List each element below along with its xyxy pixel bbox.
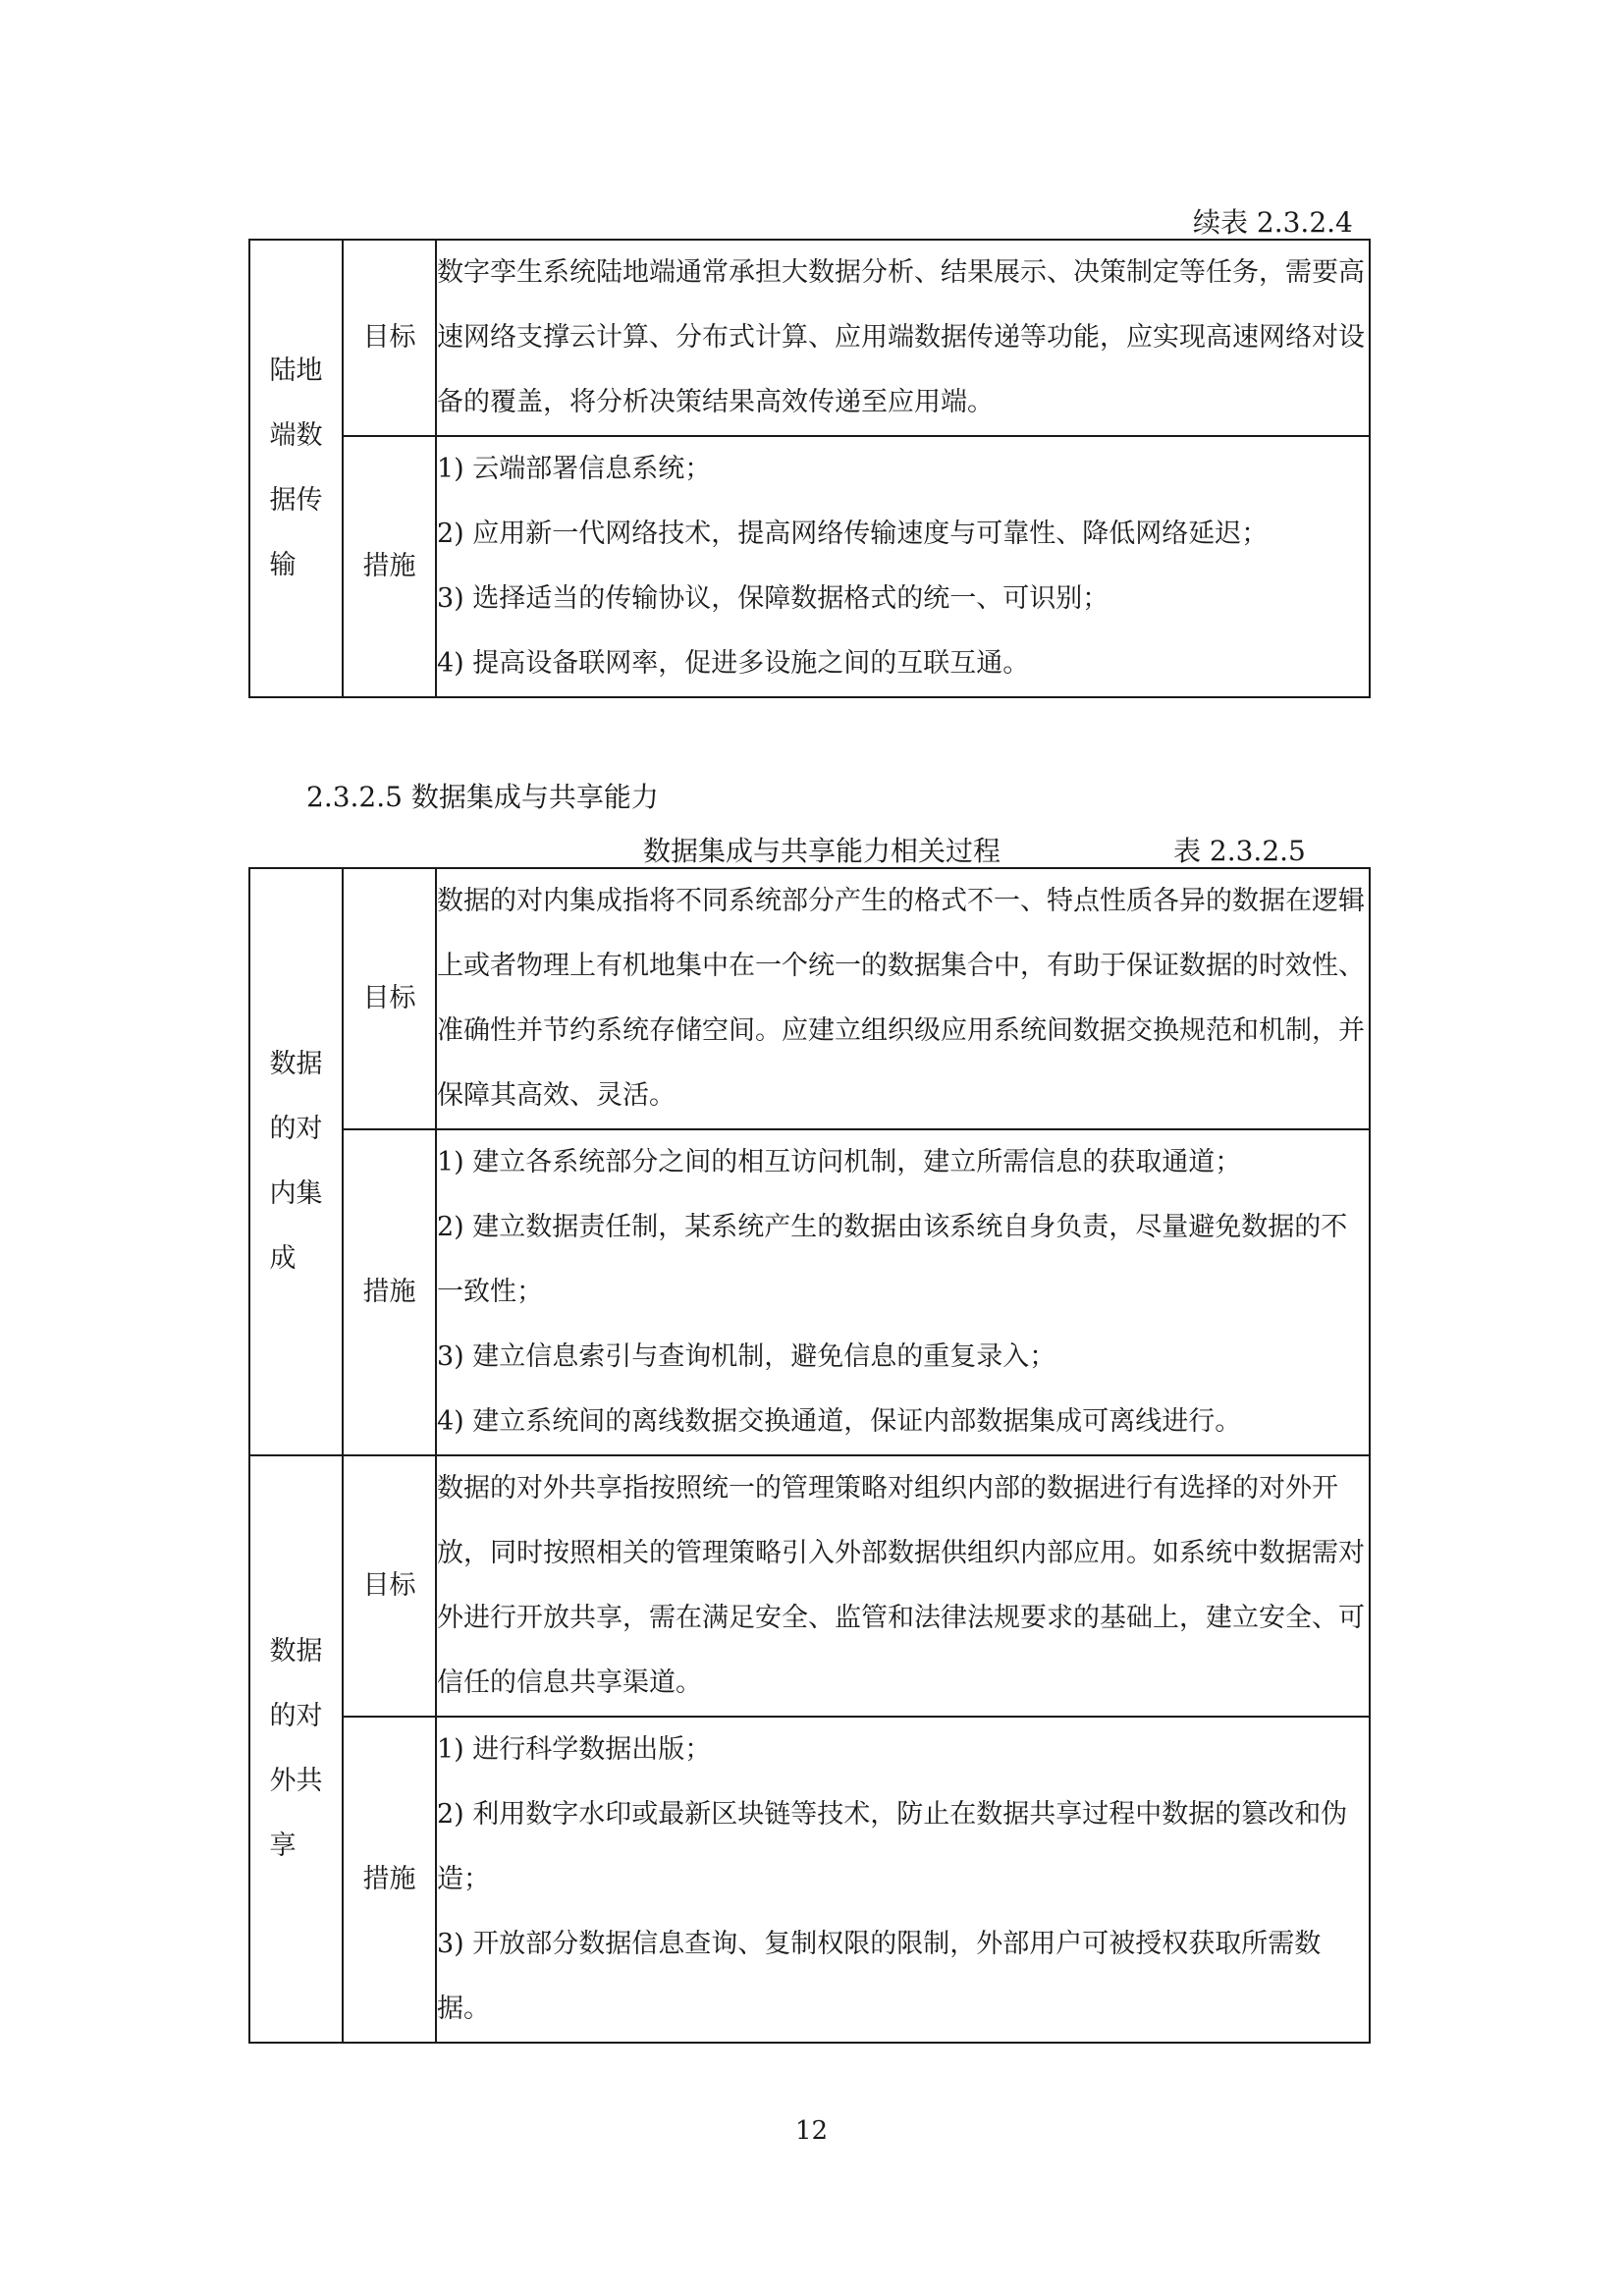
measure-item: 4) 建立系统间的离线数据交换通道，保证内部数据集成可离线进行。 [437,1406,1242,1437]
page-number: 12 [794,2116,829,2146]
goal-text-cell [436,1455,1370,1717]
measure-item: 1) 建立各系统部分之间的相互访问机制，建立所需信息的获取通道； [437,1147,1242,1177]
category-label: 陆地端数据传输 [269,355,323,580]
table-land-transmission [248,239,1371,698]
measures-cell [436,436,1370,697]
measures-label: 措施 [343,436,436,697]
goal-text: 数据的对外共享指按照统一的管理策略对组织内部的数据进行有选择的对外开放，同时按照相关的管理策略引入外部数据供组织内部应用。如系统中数据需对外进行开放共享，需在满足安全、监管和法律法规要求的基础上，建立安全、可信任的信息共享渠道。 [437,1473,1365,1698]
category-cell [249,868,343,1455]
goal-text-cell [436,240,1370,436]
section-heading: 2.3.2.5 数据集成与共享能力 [306,781,659,813]
goal-label: 目标 [343,868,436,1129]
table-row [249,868,1370,1129]
category-label: 数据的对外共享 [269,1636,323,1861]
measure-item: 3) 选择适当的传输协议，保障数据格式的统一、可识别； [437,583,1109,614]
measures-cell [436,1717,1370,2043]
table-row [249,436,1370,697]
measures-label: 措施 [343,1717,436,2043]
table-data-integration [248,867,1371,2044]
measure-item: 1) 进行科学数据出版； [437,1734,712,1765]
continued-table-label: 续表 2.3.2.4 [1193,206,1353,239]
table-row [249,1129,1370,1455]
table-row [249,240,1370,436]
category-cell [249,240,343,697]
category-cell [249,1455,343,2043]
measure-item: 2) 建立数据责任制，某系统产生的数据由该系统自身负责，尽量避免数据的不一致性； [437,1212,1348,1307]
table-row [249,1717,1370,2043]
goal-label: 目标 [343,240,436,436]
measure-item: 3) 建立信息索引与查询机制，避免信息的重复录入； [437,1341,1056,1372]
measure-item: 2) 应用新一代网络技术，提高网络传输速度与可靠性、降低网络延迟； [437,519,1269,549]
measure-item: 4) 提高设备联网率，促进多设施之间的互联互通。 [437,648,1030,679]
table-caption-title: 数据集成与共享能力相关过程 [643,835,1001,867]
table-caption-number: 表 2.3.2.5 [1173,835,1306,867]
goal-text-cell [436,868,1370,1129]
goal-label: 目标 [343,1455,436,1717]
measure-item: 2) 利用数字水印或最新区块链等技术，防止在数据共享过程中数据的篡改和伪造； [437,1799,1348,1894]
table-row [249,1455,1370,1717]
measures-cell [436,1129,1370,1455]
category-label: 数据的对内集成 [269,1049,323,1274]
measure-item: 3) 开放部分数据信息查询、复制权限的限制，外部用户可被授权获取所需数据。 [437,1929,1322,2024]
goal-text: 数据的对内集成指将不同系统部分产生的格式不一、特点性质各异的数据在逻辑上或者物理上有机地集中在一个统一的数据集合中，有助于保证数据的时效性、准确性并节约系统存储空间。应建立组织级应用系统间数据交换规范和机制，并保障其高效、灵活。 [437,886,1365,1111]
goal-text: 数字孪生系统陆地端通常承担大数据分析、结果展示、决策制定等任务，需要高速网络支撑云计算、分布式计算、应用端数据传递等功能，应实现高速网络对设备的覆盖，将分析决策结果高效传递至应用端。 [437,257,1365,417]
measures-label: 措施 [343,1129,436,1455]
measure-item: 1) 云端部署信息系统； [437,454,712,484]
